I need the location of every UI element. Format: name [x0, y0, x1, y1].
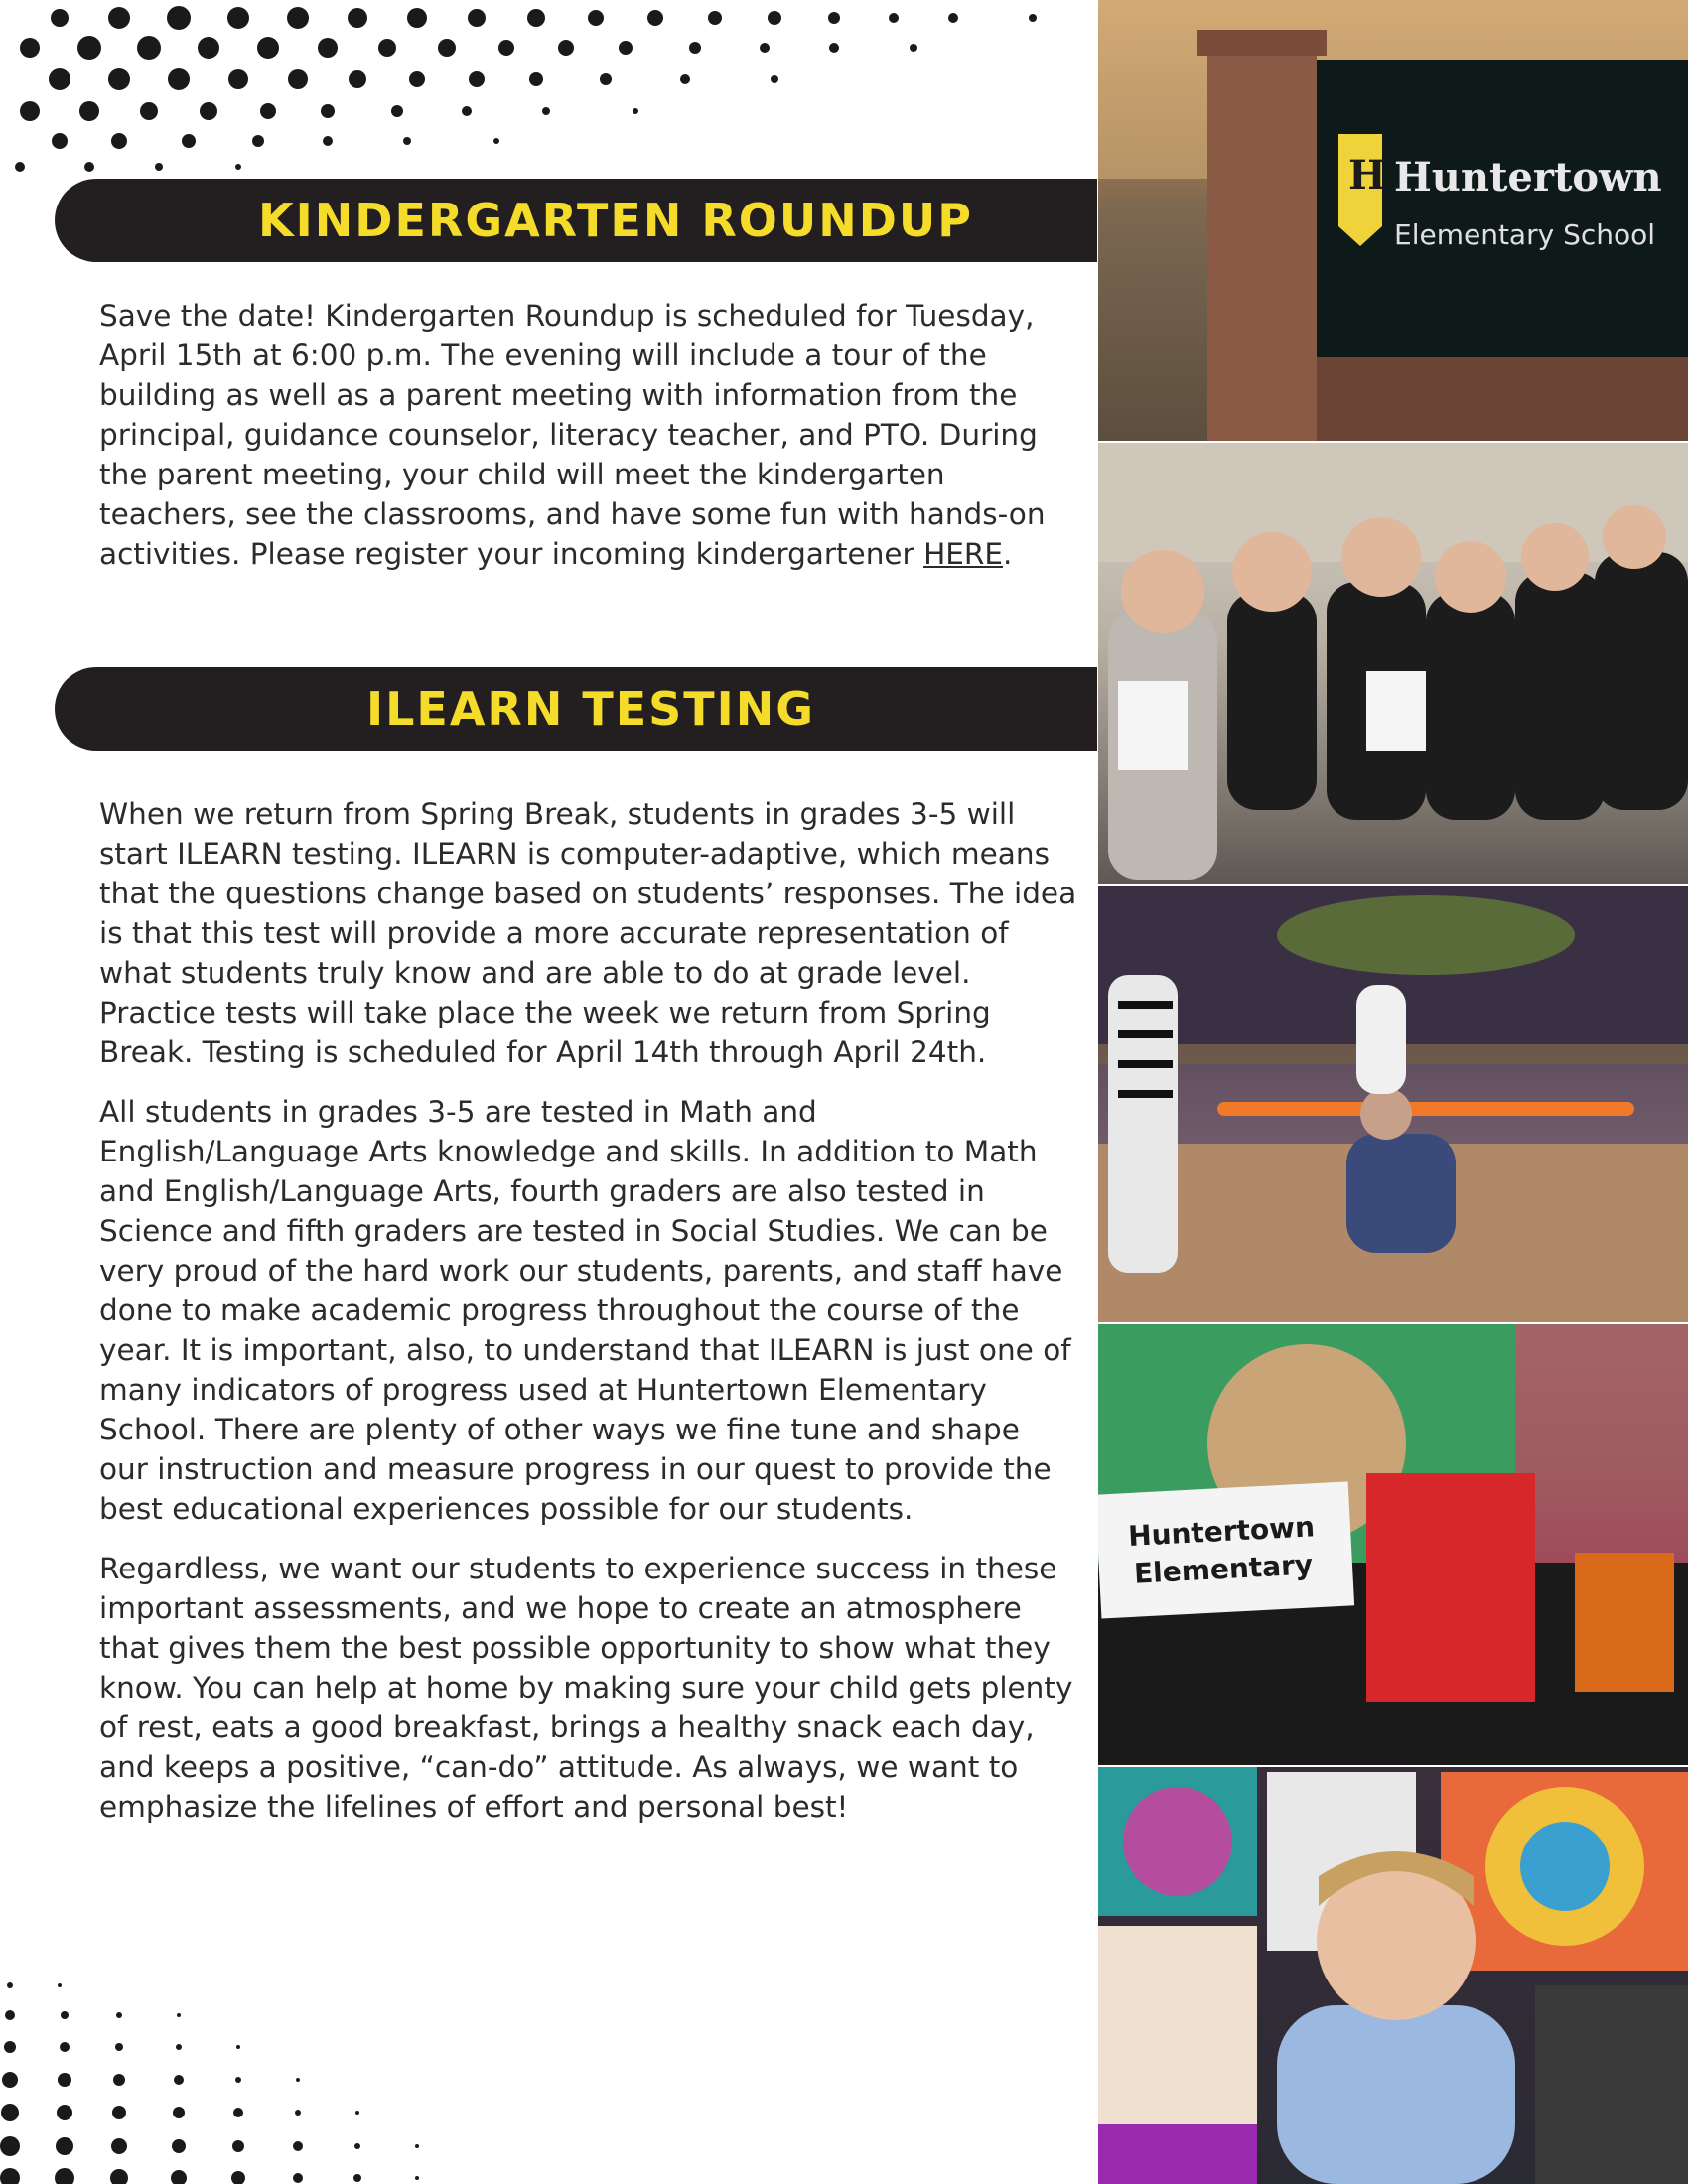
decoration-dot — [354, 2143, 360, 2149]
decoration-dot — [252, 135, 264, 147]
decoration-dot — [58, 1983, 62, 1987]
decoration-dot — [232, 2140, 244, 2152]
decoration-dot — [111, 2138, 127, 2154]
decoration-dot — [112, 2106, 126, 2119]
decoration-dot — [619, 41, 633, 55]
decoration-dot — [493, 138, 499, 144]
decoration-dot — [55, 2168, 74, 2184]
decoration-dot — [108, 68, 130, 90]
ilearn-paragraph-2: All students in grades 3-5 are tested in Math and English/Language Arts knowledge and skills. In addition to Math and English/Language Arts, fourth graders are also tested in Science and fifth graders are tested in Social Studies. We can be very proud of the hard work our students, parents, and staff have done to make academic progress throughout the course of the year. It is important, also, to understand that ILEARN is just one of many indicators of progress used at Huntertown Elementary School. There are plenty of other ways we fine tune and shape our instruction and measure progress in our quest to provide the best educational experiences possible for our students. — [99, 1095, 1071, 1526]
decoration-dot — [231, 2171, 245, 2184]
ilearn-testing-body — [99, 794, 1077, 1846]
decoration-dot — [468, 9, 486, 27]
decoration-dot — [1, 2104, 19, 2121]
decoration-dot — [235, 2077, 241, 2083]
decoration-dot — [51, 9, 69, 27]
decoration-dot — [768, 11, 781, 25]
decoration-dot — [52, 133, 68, 149]
decoration-dot — [287, 7, 309, 29]
decoration-dot — [296, 2078, 300, 2082]
decoration-dot — [111, 133, 127, 149]
decoration-dot — [349, 70, 366, 88]
decoration-dot — [15, 162, 25, 172]
sign-school-name: Huntertown — [1394, 154, 1662, 201]
decoration-dot — [889, 13, 899, 23]
decoration-dot — [588, 10, 604, 26]
decoration-dot — [415, 2144, 419, 2148]
decoration-dot — [558, 40, 574, 56]
decoration-dot — [348, 8, 367, 28]
decoration-dot — [829, 43, 839, 53]
decoration-dot — [469, 71, 485, 87]
decoration-dot — [236, 2045, 240, 2049]
kindergarten-paragraph: Save the date! Kindergarten Roundup is scheduled for Tuesday, April 15th at 6:00 p.m. The evening will include a tour of the building as well as a parent meeting with information from the principal, guidance counselor, literacy teacher, and PTO. During the parent meeting, your child will meet the kindergarten teachers, see the classrooms, and have some fun with hands-on activities. Please register your incoming kindergartener HERE. — [99, 299, 1046, 571]
ilearn-paragraph-1: When we return from Spring Break, students in grades 3-5 will start ILEARN testing. ILEARN is computer-adaptive, which means that the questions change based on students’ responses. The idea is that this test will provide a more accurate representation of what students truly know and are able to do at grade level. Practice tests will take place the week we return from Spring Break. Testing is scheduled for April 14th through April 24th. — [99, 797, 1077, 1069]
decoration-dot — [61, 2011, 69, 2019]
decoration-dot — [403, 137, 411, 145]
decoration-dot — [108, 7, 130, 29]
decoration-dot — [167, 6, 191, 30]
decoration-dot — [84, 162, 94, 172]
ilearn-testing-banner — [55, 667, 1097, 751]
decoration-dot — [77, 36, 101, 60]
art-placard-line-1: Huntertown — [1127, 1510, 1316, 1554]
skating-limbo-photo — [1098, 886, 1688, 1322]
decoration-dot — [293, 2141, 303, 2151]
decoration-dot — [498, 40, 514, 56]
decoration-dot — [647, 10, 663, 26]
decoration-dot — [257, 37, 279, 59]
decoration-dot — [318, 38, 338, 58]
decoration-dot — [828, 12, 840, 24]
decoration-dot — [116, 2012, 122, 2018]
decoration-dot — [260, 103, 276, 119]
svg-text:H: H — [1348, 152, 1386, 199]
decoration-dot — [1029, 14, 1037, 22]
decoration-dot — [323, 136, 333, 146]
decoration-dot — [173, 2107, 185, 2118]
decoration-dot — [295, 2110, 301, 2116]
school-sign-photo — [1098, 0, 1688, 441]
ilearn-paragraph-3: Regardless, we want our students to experience success in these important assessments, and we hope to create an atmosphere that gives them the best possible opportunity to show what they know. You can help at home by making sure your child gets plenty of rest, eats a good breakfast, brings a healthy snack each day, and keeps a positive, “can-do” attitude. As always, we want to emphasize the lifelines of effort and personal best! — [99, 1552, 1073, 1824]
decoration-dot — [177, 2013, 181, 2017]
art-placard-line-2: Elementary — [1133, 1548, 1314, 1590]
decoration-dot — [321, 104, 335, 118]
decoration-dot — [771, 75, 778, 83]
decoration-dot — [288, 69, 308, 89]
art-display-photo — [1098, 1324, 1688, 1765]
decoration-dot — [56, 2137, 73, 2155]
decoration-dot — [176, 2044, 182, 2050]
decoration-dot — [174, 2075, 184, 2085]
decoration-dot — [689, 42, 701, 54]
decoration-dot — [293, 2173, 303, 2183]
decoration-dot — [529, 72, 543, 86]
decoration-dot — [4, 2041, 16, 2053]
decoration-dot — [391, 105, 403, 117]
decoration-dot — [378, 39, 396, 57]
decoration-dot — [115, 2043, 123, 2051]
register-here-link[interactable]: HERE — [923, 537, 1004, 571]
decoration-dot — [60, 2042, 70, 2052]
decoration-dot — [7, 1982, 13, 1988]
decoration-dot — [409, 71, 425, 87]
decoration-dot — [438, 39, 456, 57]
decoration-dot — [198, 37, 219, 59]
decoration-dot — [233, 2108, 243, 2117]
decoration-dot — [228, 69, 248, 89]
decoration-dot — [168, 68, 190, 90]
decoration-dot — [227, 7, 249, 29]
decoration-dot — [5, 2010, 15, 2020]
ilearn-testing-heading: ILEARN TESTING — [365, 682, 816, 736]
photo-column — [1098, 0, 1688, 2184]
music-students-group-photo — [1098, 443, 1688, 884]
decoration-dot — [235, 164, 241, 170]
decoration-dot — [948, 13, 958, 23]
decoration-dot — [407, 8, 427, 28]
decoration-dot — [137, 36, 161, 60]
decoration-dot — [172, 2139, 186, 2153]
decoration-dot — [355, 2111, 359, 2115]
decoration-dot — [140, 102, 158, 120]
decoration-dot — [171, 2170, 187, 2184]
decoration-dot — [0, 2168, 20, 2184]
sign-school-subtitle: Elementary School — [1394, 218, 1656, 251]
decoration-dot — [760, 43, 770, 53]
decoration-dot — [79, 101, 99, 121]
decoration-dot — [542, 107, 550, 115]
kindergarten-roundup-body — [99, 296, 1077, 594]
decoration-dot — [527, 9, 545, 27]
decoration-dot — [0, 2136, 20, 2156]
decoration-dot — [415, 2176, 419, 2180]
decoration-dot — [57, 2105, 72, 2120]
decoration-dot — [110, 2169, 128, 2184]
decoration-dot — [910, 44, 917, 52]
decoration-dot — [155, 163, 163, 171]
decoration-dot — [20, 38, 40, 58]
kindergarten-roundup-banner — [55, 179, 1097, 262]
decoration-dot — [633, 108, 638, 114]
decoration-dot — [113, 2074, 125, 2086]
decoration-dot — [2, 2072, 18, 2088]
decoration-dot — [200, 102, 217, 120]
decoration-dot — [680, 74, 690, 84]
kindergarten-roundup-heading: KINDERGARTEN ROUNDUP — [258, 194, 973, 247]
decoration-dot — [462, 106, 472, 116]
decoration-dot — [20, 101, 40, 121]
decoration-dot — [58, 2073, 71, 2087]
decoration-dot — [600, 73, 612, 85]
decoration-dot — [182, 134, 196, 148]
student-art-wall-photo — [1098, 1767, 1688, 2184]
decoration-dot — [353, 2174, 361, 2182]
school-logo-shield — [1338, 134, 1386, 246]
decoration-dot — [49, 68, 70, 90]
decoration-dot — [708, 11, 722, 25]
